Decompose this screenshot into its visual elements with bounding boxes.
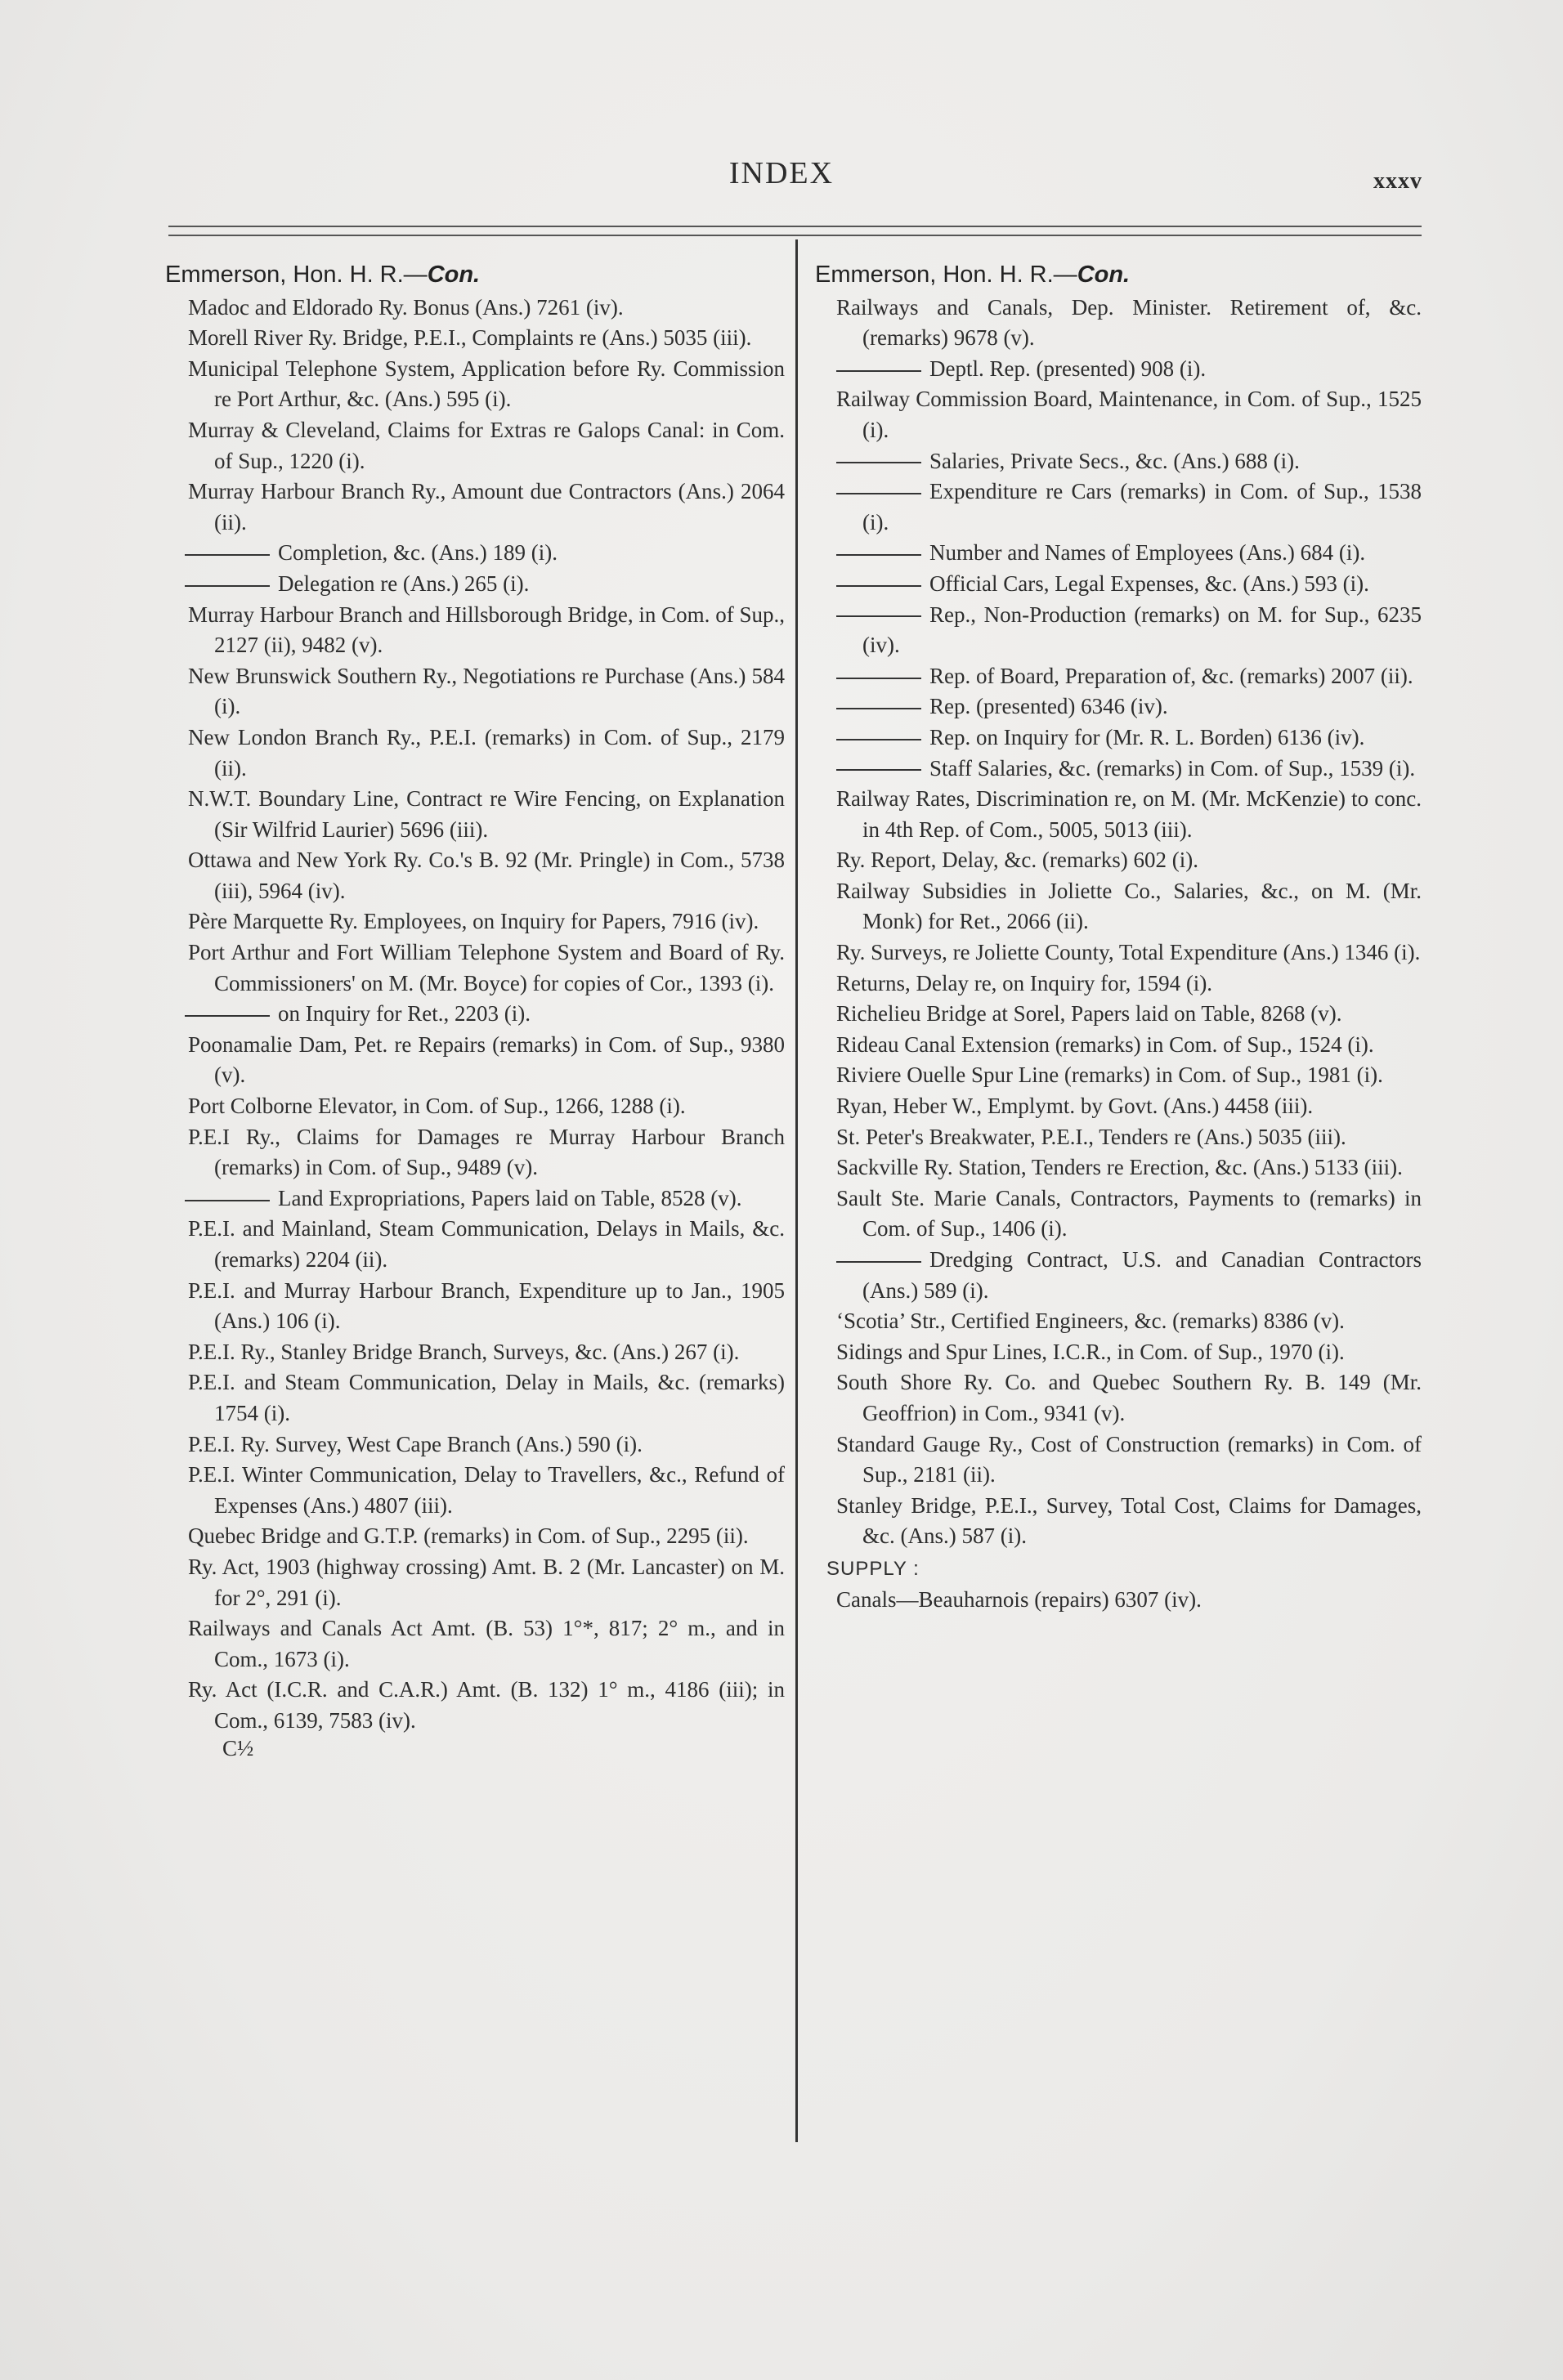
ditto-dash: [185, 1015, 270, 1017]
index-subentry: [812, 354, 1422, 385]
index-entry: Railway Commission Board, Maintenance, in Com. of Sup., 1525 (i).: [836, 387, 1422, 442]
index-subentry: [812, 754, 1422, 785]
index-subentry: [812, 691, 1422, 722]
ditto-dash: [836, 370, 921, 372]
index-subentry: [812, 569, 1422, 600]
supply-entry: Canals—Beauharnois (repairs) 6307 (iv).: [836, 1586, 1202, 1612]
subentry-text: Rep., Non-Production (remarks) on M. for Sup., 6235 (iv).: [862, 602, 1422, 658]
index-entry: P.E.I. Winter Communication, Delay to Travellers, &c., Refund of Expenses (Ans.) 4807 (iii).: [188, 1462, 785, 1518]
index-entry: St. Peter's Breakwater, P.E.I., Tenders re (Ans.) 5035 (iii).: [836, 1124, 1346, 1149]
ditto-dash: [185, 585, 270, 587]
index-entry: P.E.I. Ry. Survey, West Cape Branch (Ans.) 590 (i).: [188, 1431, 643, 1456]
index-entry: Port Arthur and Fort William Telephone System and Board of Ry. Commissioners' on M. (Mr. Boyce) for copies of Cor., 1393 (i).: [188, 940, 785, 995]
left-column: [162, 260, 785, 1764]
index-entry: Père Marquette Ry. Employees, on Inquiry for Papers, 7916 (iv).: [188, 909, 759, 934]
subentry-text: Land Expropriations, Papers laid on Table, 8528 (v).: [278, 1185, 742, 1210]
ditto-dash: [836, 769, 921, 771]
index-entry: Ry. Act (I.C.R. and C.A.R.) Amt. (B. 132) 1° m., 4186 (iii); in Com., 6139, 7583 (iv).: [188, 1677, 785, 1733]
ditto-dash: [836, 678, 921, 679]
index-entry: Riviere Ouelle Spur Line (remarks) in Com. of Sup., 1981 (i).: [836, 1062, 1383, 1088]
index-entry: P.E.I Ry., Claims for Damages re Murray Harbour Branch (remarks) in Com. of Sup., 9489 (v).: [188, 1124, 785, 1180]
index-entry: Railway Subsidies in Joliette Co., Salaries, &c., on M. (Mr. Monk) for Ret., 2066 (ii).: [836, 878, 1422, 934]
index-subentry: [162, 538, 785, 569]
heading-continued: Con.: [427, 262, 481, 288]
index-subentry: [162, 999, 785, 1030]
index-entry: Morell River Ry. Bridge, P.E.I., Complaints re (Ans.) 5035 (iii).: [188, 325, 752, 351]
header-rule: [168, 226, 1422, 227]
header-rule-secondary: [168, 235, 1422, 236]
index-entry: Standard Gauge Ry., Cost of Construction (remarks) in Com. of Sup., 2181 (ii).: [836, 1431, 1422, 1488]
index-subentry: [812, 476, 1422, 538]
index-entry: Richelieu Bridge at Sorel, Papers laid on Table, 8268 (v).: [836, 1001, 1342, 1027]
heading-continued: Con.: [1077, 262, 1131, 288]
index-subentry: [812, 446, 1422, 477]
index-entry: Ry. Act, 1903 (highway crossing) Amt. B. 2 (Mr. Lancaster) on M. for 2°, 291 (i).: [188, 1554, 785, 1610]
index-subentry: [162, 1183, 785, 1215]
index-entry: Port Colborne Elevator, in Com. of Sup., 1266, 1288 (i).: [188, 1094, 686, 1119]
ditto-dash: [185, 554, 270, 556]
right-column-heading: [815, 260, 1422, 291]
ditto-dash: [836, 554, 921, 556]
index-entry: Municipal Telephone System, Application before Ry. Commission re Port Arthur, &c. (Ans.) 595 (i).: [188, 356, 785, 412]
running-head: [0, 155, 1563, 204]
index-entry: Sault Ste. Marie Canals, Contractors, Payments to (remarks) in Com. of Sup., 1406 (i).: [836, 1185, 1422, 1241]
index-entry: South Shore Ry. Co. and Quebec Southern Ry. B. 149 (Mr. Geoffrion) in Com., 9341 (v).: [836, 1370, 1422, 1425]
subentry-text: Rep. on Inquiry for (Mr. R. L. Borden) 6136 (iv).: [929, 724, 1365, 749]
index-entry: P.E.I. and Steam Communication, Delay in Mails, &c. (remarks) 1754 (i).: [188, 1370, 785, 1425]
ditto-dash: [185, 1200, 270, 1201]
index-entry: P.E.I. and Murray Harbour Branch, Expenditure up to Jan., 1905 (Ans.) 106 (i).: [188, 1277, 785, 1334]
subentry-text: Official Cars, Legal Expenses, &c. (Ans.) 593 (i).: [929, 570, 1369, 596]
index-entry: ‘Scotia’ Str., Certified Engineers, &c. (remarks) 8386 (v).: [836, 1309, 1345, 1334]
index-entry: Murray Harbour Branch Ry., Amount due Contractors (Ans.) 2064 (ii).: [188, 479, 785, 535]
page-number: xxxv: [1373, 168, 1422, 194]
subentry-text: Dredging Contract, U.S. and Canadian Contractors (Ans.) 589 (i).: [862, 1247, 1422, 1303]
subentry-text: Completion, &c. (Ans.) 189 (i).: [278, 540, 558, 566]
right-column: [812, 260, 1422, 1615]
index-entry: P.E.I. and Mainland, Steam Communication, Delays in Mails, &c. (remarks) 2204 (ii).: [188, 1216, 785, 1272]
index-entry: Ry. Report, Delay, &c. (remarks) 602 (i).: [836, 848, 1199, 873]
signature-mark: C½: [222, 1735, 254, 1760]
index-subentry: [812, 600, 1422, 661]
index-entry: Quebec Bridge and G.T.P. (remarks) in Com. of Sup., 2295 (ii).: [188, 1523, 749, 1549]
supply-heading: SUPPLY :: [826, 1557, 920, 1580]
index-subentry: [812, 538, 1422, 569]
index-entry: Rideau Canal Extension (remarks) in Com. of Sup., 1524 (i).: [836, 1031, 1374, 1057]
subentry-text: Delegation re (Ans.) 265 (i).: [278, 570, 530, 596]
heading-name: Emmerson, Hon. H. R.—: [165, 262, 428, 288]
subentry-text: Rep. (presented) 6346 (iv).: [929, 694, 1168, 719]
ditto-dash: [836, 739, 921, 740]
index-entry: Returns, Delay re, on Inquiry for, 1594 (i).: [836, 970, 1213, 995]
heading-name: Emmerson, Hon. H. R.—: [815, 262, 1077, 288]
index-entry: Sackville Ry. Station, Tenders re Erection, &c. (Ans.) 5133 (iii).: [836, 1155, 1403, 1180]
index-entry: Sidings and Spur Lines, I.C.R., in Com. of Sup., 1970 (i).: [836, 1339, 1345, 1364]
subentry-text: Staff Salaries, &c. (remarks) in Com. of Sup., 1539 (i).: [929, 755, 1416, 781]
index-entry: Madoc and Eldorado Ry. Bonus (Ans.) 7261 (iv).: [188, 294, 624, 320]
index-entry: P.E.I. Ry., Stanley Bridge Branch, Surveys, &c. (Ans.) 267 (i).: [188, 1339, 740, 1364]
ditto-dash: [836, 615, 921, 617]
index-entry: Ottawa and New York Ry. Co.'s B. 92 (Mr. Pringle) in Com., 5738 (iii), 5964 (iv).: [188, 848, 785, 903]
index-subentry: [162, 569, 785, 600]
index-entry: N.W.T. Boundary Line, Contract re Wire Fencing, on Explanation (Sir Wilfrid Laurier) 5696 (iii).: [188, 786, 785, 842]
index-entry: Murray Harbour Branch and Hillsborough Bridge, in Com. of Sup., 2127 (ii), 9482 (v).: [188, 602, 785, 658]
column-divider: [795, 239, 798, 2142]
subentry-text: Deptl. Rep. (presented) 908 (i).: [929, 356, 1207, 381]
subentry-text: on Inquiry for Ret., 2203 (i).: [278, 1001, 531, 1027]
index-entry: Poonamalie Dam, Pet. re Repairs (remarks) in Com. of Sup., 9380 (v).: [188, 1031, 785, 1088]
subentry-text: Expenditure re Cars (remarks) in Com. of Sup., 1538 (i).: [862, 479, 1422, 535]
index-entry: New Brunswick Southern Ry., Negotiations re Purchase (Ans.) 584 (i).: [188, 663, 785, 719]
ditto-dash: [836, 462, 921, 463]
index-entry: Ryan, Heber W., Emplymt. by Govt. (Ans.) 4458 (iii).: [836, 1094, 1314, 1119]
index-subentry: [812, 722, 1422, 754]
left-column-heading: [165, 260, 785, 291]
subentry-text: Salaries, Private Secs., &c. (Ans.) 688 (i).: [929, 448, 1300, 473]
ditto-dash: [836, 1261, 921, 1263]
index-entry: Railways and Canals, Dep. Minister. Retirement of, &c. (remarks) 9678 (v).: [836, 294, 1422, 351]
index-entry: Ry. Surveys, re Joliette County, Total Expenditure (Ans.) 1346 (i).: [836, 940, 1421, 965]
page-title: INDEX: [728, 156, 835, 190]
index-entry: Stanley Bridge, P.E.I., Survey, Total Cost, Claims for Damages, &c. (Ans.) 587 (i).: [836, 1492, 1422, 1549]
index-entry: New London Branch Ry., P.E.I. (remarks) in Com. of Sup., 2179 (ii).: [188, 724, 785, 781]
ditto-dash: [836, 493, 921, 494]
index-entry: Railways and Canals Act Amt. (B. 53) 1°*, 817; 2° m., and in Com., 1673 (i).: [188, 1616, 785, 1671]
index-entry: Murray & Cleveland, Claims for Extras re Galops Canal: in Com. of Sup., 1220 (i).: [188, 417, 785, 473]
index-entry: Railway Rates, Discrimination re, on M. (Mr. McKenzie) to conc. in 4th Rep. of Com., 5005, 5013 (iii).: [836, 786, 1422, 842]
subentry-text: Number and Names of Employees (Ans.) 684 (i).: [929, 540, 1366, 566]
subentry-text: Rep. of Board, Preparation of, &c. (remarks) 2007 (ii).: [929, 663, 1413, 688]
index-subentry: [812, 1245, 1422, 1306]
ditto-dash: [836, 585, 921, 587]
ditto-dash: [836, 708, 921, 709]
index-subentry: [812, 661, 1422, 692]
